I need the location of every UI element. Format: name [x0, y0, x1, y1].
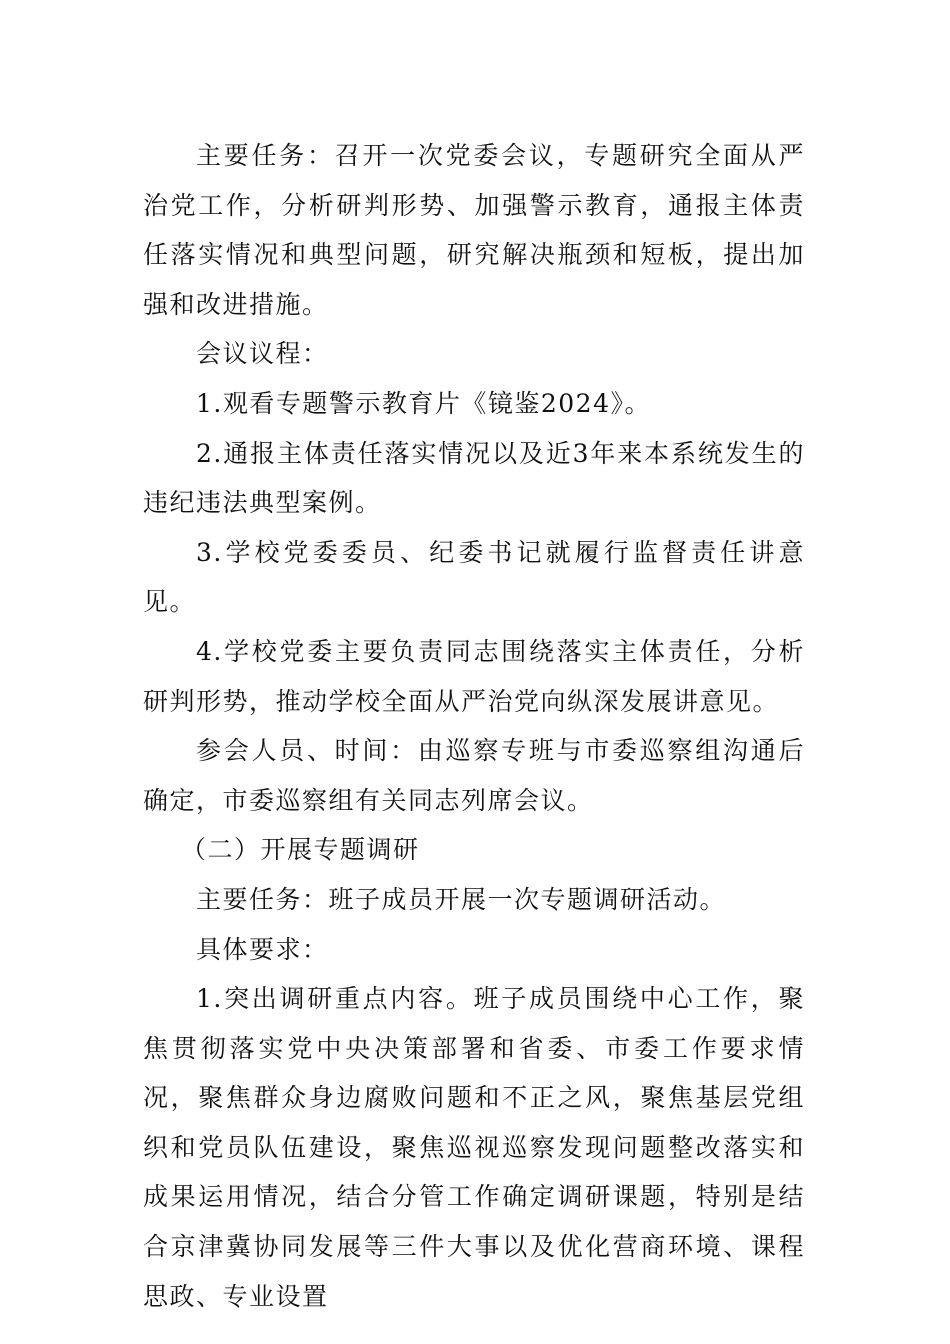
paragraph-main-task-meeting: 主要任务：召开一次党委会议，专题研究全面从严治党工作，分析研判形势、加强警示教育，通报主体责任落实情况和典型问题，研究解决瓶颈和短板，提出加强和改进措施。	[143, 141, 805, 319]
paragraph-attendees-time: 参会人员、时间：由巡察专班与市委巡察组沟通后确定，市委巡察组有关同志列席会议。	[143, 736, 805, 815]
paragraph-requirements-heading: 具体要求：	[196, 934, 329, 964]
paragraph-agenda-item-3: 3.学校党委委员、纪委书记就履行监督责任讲意见。	[143, 537, 805, 617]
paragraph-agenda-item-4: 4.学校党委主要负责同志围绕落实主体责任，分析研判形势，推动学校全面从严治党向纵深发展讲意见。	[143, 636, 805, 716]
paragraph-agenda-heading: 会议议程：	[196, 339, 329, 369]
paragraph-requirement-1: 1.突出调研重点内容。班子成员围绕中心工作，聚焦贯彻落实党中央决策部署和省委、市委工作要求情况，聚焦群众身边腐败问题和不正之风，聚焦基层党组织和党员队伍建设，聚焦巡视巡察发现问题整改落实和成果运用情况，结合分管工作确定调研课题，特别是结合京津冀协同发展等三件大事以及优化营商环境、课程思政、专业设置	[143, 984, 805, 1311]
paragraph-agenda-item-2: 2.通报主体责任落实情况以及近3年来本系统发生的违纪违法典型案例。	[143, 438, 805, 518]
section-heading-research: （二）开展专题调研	[181, 835, 420, 865]
paragraph-main-task-research: 主要任务：班子成员开展一次专题调研活动。	[196, 884, 727, 914]
paragraph-agenda-item-1: 1.观看专题警示教育片《镜鉴2024》。	[196, 388, 651, 418]
document-body	[143, 131, 805, 1321]
